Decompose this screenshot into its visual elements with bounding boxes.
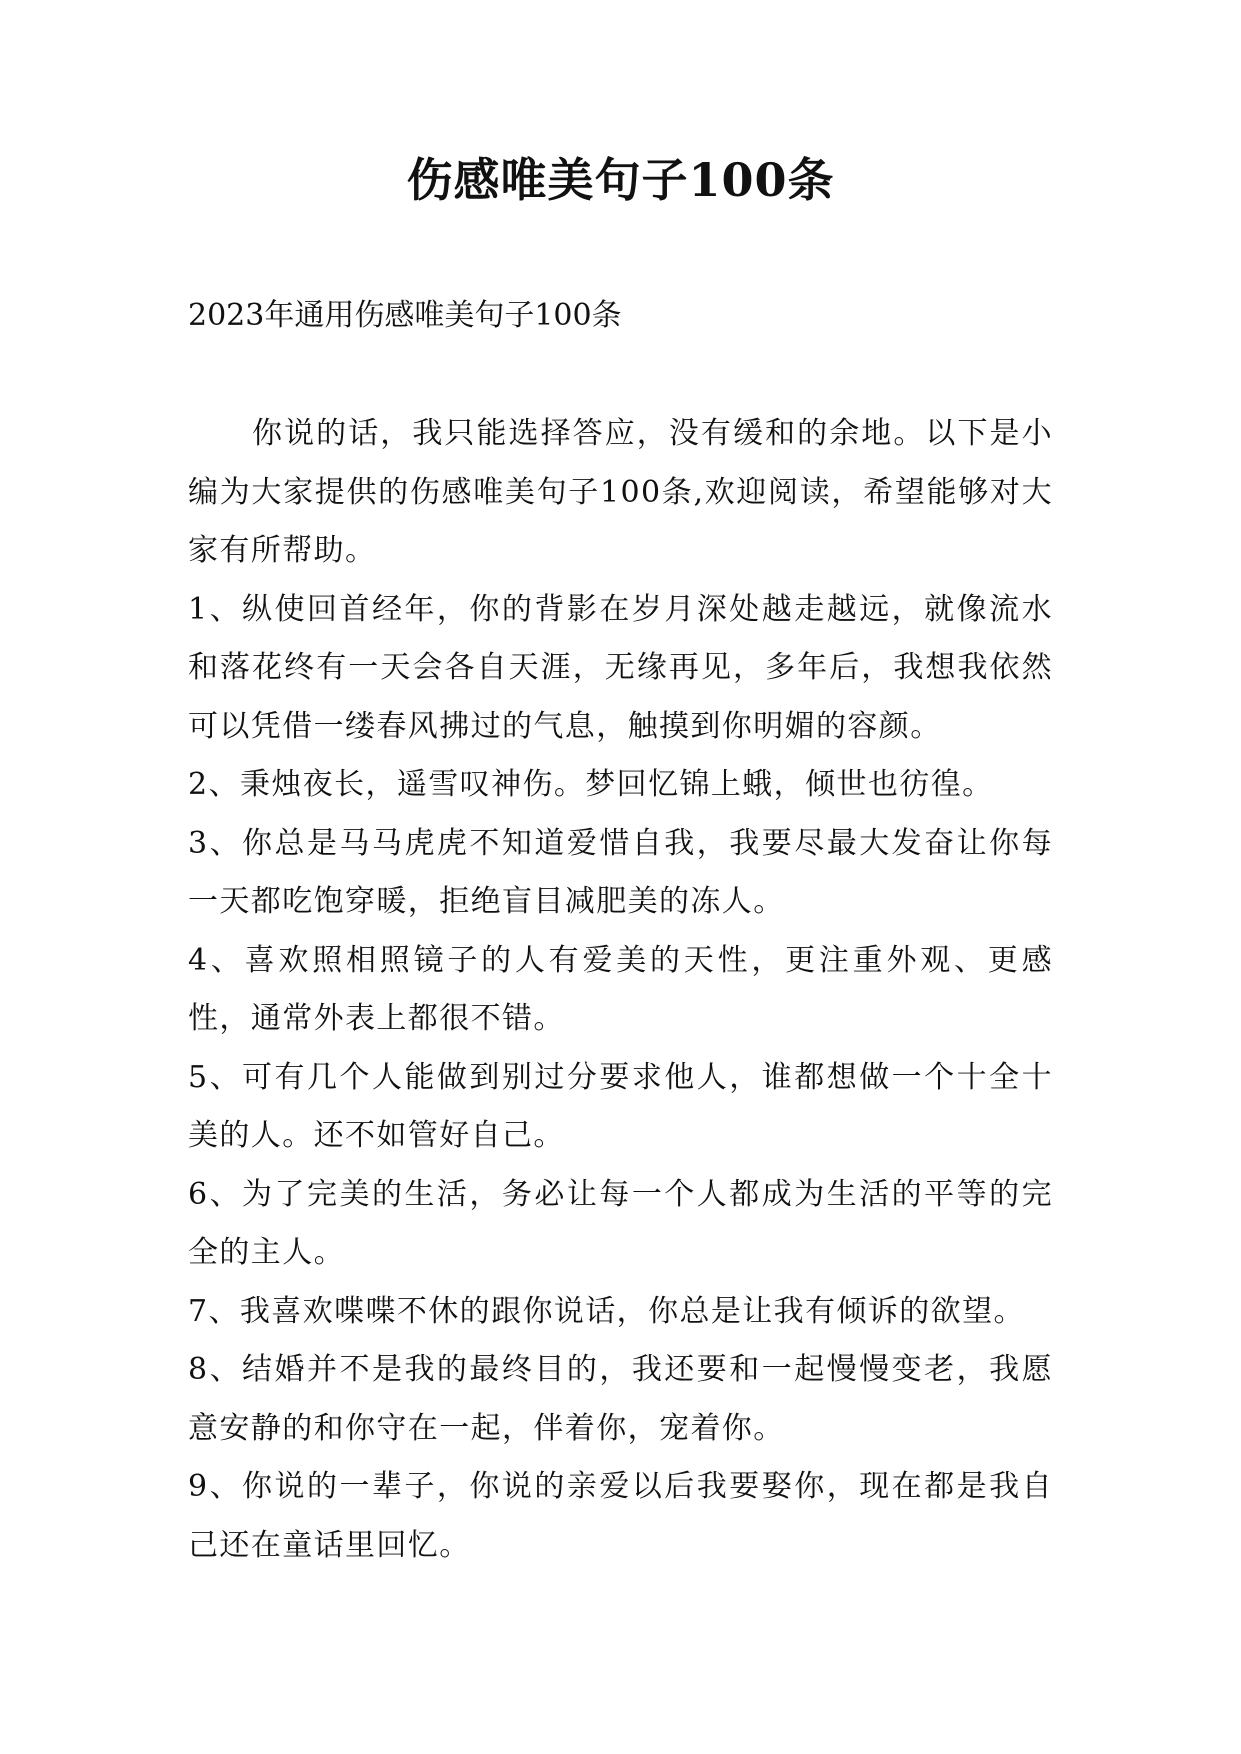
list-item-9: 9、你说的一辈子，你说的亲爱以后我要娶你，现在都是我自己还在童话里回忆。 [188,1469,1053,1563]
list-item-2: 2、秉烛夜长，遥雪叹神伤。梦回忆锦上蛾，倾世也彷徨。 [188,767,994,802]
list-item-5: 5、可有几个人能做到别过分要求他人，谁都想做一个十全十美的人。还不如管好自己。 [188,1059,1053,1153]
list-item-4: 4、喜欢照相照镜子的人有爱美的天性，更注重外观、更感性，通常外表上都很不错。 [188,942,1053,1036]
list-item-8: 8、结婚并不是我的最终目的，我还要和一起慢慢变老，我愿意安静的和你守在一起，伴着你，宠着你。 [188,1352,1053,1446]
document-title: 伤感唯美句子100条 [406,153,835,207]
document-body [188,405,1053,1575]
list-item-3: 3、你总是马马虎虎不知道爱惜自我，我要尽最大发奋让你每一天都吃饱穿暖，拒绝盲目减肥美的冻人。 [188,825,1053,919]
list-item-1: 1、纵使回首经年，你的背影在岁月深处越走越远，就像流水和落花终有一天会各自天涯，无缘再见，多年后，我想我依然可以凭借一缕春风拂过的气息，触摸到你明媚的容颜。 [188,591,1053,744]
intro-paragraph: 你说的话，我只能选择答应，没有缓和的余地。以下是小编为大家提供的伤感唯美句子100条,欢迎阅读，希望能够对大家有所帮助。 [188,416,1053,568]
list-item-6: 6、为了完美的生活，务必让每一个人都成为生活的平等的完全的主人。 [188,1176,1053,1270]
document-subtitle: 2023年通用伤感唯美句子100条 [188,298,622,333]
list-item-7: 7、我喜欢喋喋不休的跟你说话，你总是让我有倾诉的欲望。 [188,1293,1025,1329]
